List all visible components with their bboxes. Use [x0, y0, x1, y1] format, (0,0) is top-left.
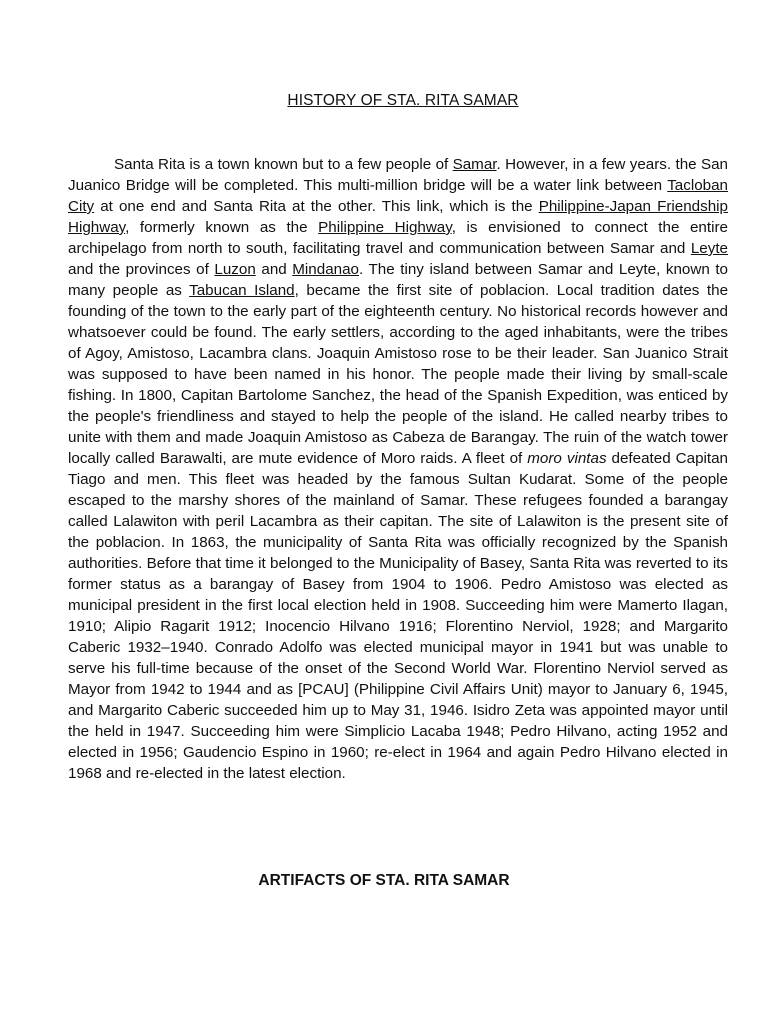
- link-samar[interactable]: Samar: [452, 156, 497, 173]
- text-run: , is envisioned to connect the entire archipelago from north to south, facilitating travel and communication between Samar and: [68, 219, 728, 257]
- italic-text-moro-vintas: moro vintas: [527, 450, 607, 467]
- body-paragraph: [68, 154, 728, 784]
- text-run: , became the first site of poblacion. Local tradition dates the founding of the town to the early part of the eighteenth century. No historical records however and whatsoever could be found. The early settlers, according to the aged inhabitants, were the tribes of Agoy, Amistoso, Lacambra clans. Joaquin Amistoso rose to be their leader. San Juanico Strait was supposed to have been named in his honor. The people made their living by small-scale fishing. In 1800, Capitan Bartolome Sanchez, the head of the Spanish Expedition, was enticed by the people's friendliness and stayed to help the people of the island. He called nearby tribes to unite with them and made Joaquin Amistoso as Cabeza de Barangay. The ruin of the watch tower locally called Barawalti, are mute evidence of Moro raids. A fleet of: [68, 282, 729, 467]
- link-mindanao[interactable]: Mindanao: [292, 261, 359, 278]
- page-title: HISTORY OF STA. RITA SAMAR: [287, 92, 519, 109]
- text-run: Santa Rita is a town known but to a few people of: [114, 156, 453, 173]
- link-tabucan-island[interactable]: Tabucan Island: [189, 282, 295, 299]
- link-luzon[interactable]: Luzon: [214, 261, 256, 278]
- link-philippine-japan-friendship-highway[interactable]: Philippine-Japan Friendship Highway: [68, 198, 728, 236]
- text-run: . The tiny island between Samar and Leyte, known to many people as: [68, 261, 728, 299]
- text-run: . However, in a few years. the San Juanico Bridge will be completed. This multi-million bridge will be a water link between: [68, 156, 728, 194]
- section-heading: ARTIFACTS OF STA. RITA SAMAR: [258, 872, 510, 889]
- text-run: at one end and Santa Rita at the other. This link, which is the: [94, 198, 539, 215]
- text-run: and the provinces of: [68, 261, 215, 278]
- text-run: defeated Capitan Tiago and men. This fleet was headed by the famous Sultan Kudarat. Some of the people escaped to the marshy shores of the mainland of Samar. These refugees founded a barangay called Lalawiton with peril Lacambra as their capitan. The site of Lalawiton is the present site of the poblacion. In 1863, the municipality of Santa Rita was officially recognized by the Spanish authorities. Before that time it belonged to the Municipality of Basey, Santa Rita was reverted to its former status as a barangay of Basey from 1904 to 1906. Pedro Amistoso was elected as municipal president in the first local election held in 1908. Succeeding him were Mamerto Ilagan, 1910; Alipio Ragarit 1912; Inocencio Hilvano 1916; Florentino Nerviol, 1928; and Margarito Caberic 1932–1940. Conrado Adolfo was elected municipal mayor in 1941 but was unable to serve his full-time because of the onset of the Second World War. Florentino Nerviol served as Mayor from 1942 to 1944 and as [PCAU] (Philippine Civil Affairs Unit) mayor to January 6, 1945, and Margarito Caberic succeeded him up to May 31, 1946. Isidro Zeta was appointed mayor until the held in 1947. Succeeding him were Simplicio Lacaba 1948; Pedro Hilvano, acting 1952 and elected in 1956; Gaudencio Espino in 1960; re-elect in 1964 and again Pedro Hilvano elected in 1968 and re-elected in the latest election.: [68, 450, 729, 782]
- link-leyte[interactable]: Leyte: [690, 240, 728, 257]
- text-run: , formerly known as the: [125, 219, 319, 236]
- text-run: and: [255, 261, 293, 278]
- link-tacloban-city[interactable]: Tacloban City: [68, 177, 728, 215]
- link-philippine-highway[interactable]: Philippine Highway: [318, 219, 452, 236]
